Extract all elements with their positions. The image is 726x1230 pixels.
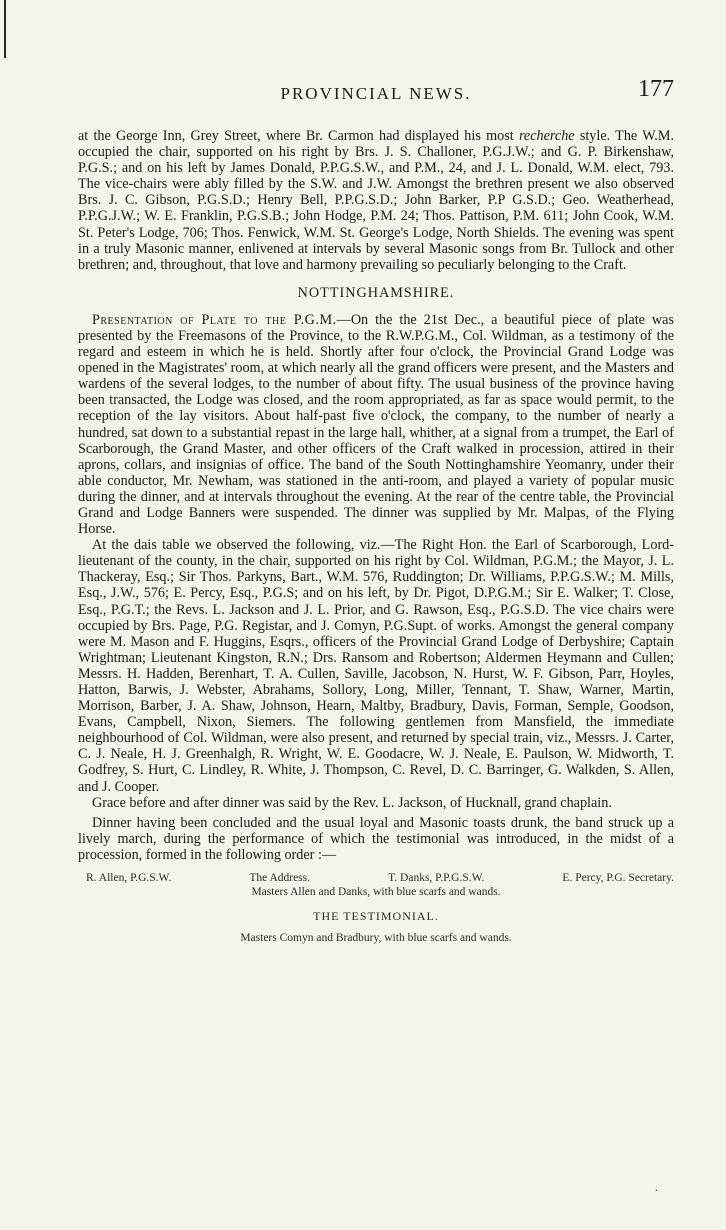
testimonial-heading: THE TESTIMONIAL. xyxy=(313,909,439,924)
procession-item: The Address. xyxy=(249,872,311,885)
dais-paragraph: At the dais table we observed the following, viz.—The Right Hon. the Earl of Scarborough, Lord-lieutenant of the county, in the chair, supported on his right by Col. Wildman, P.G.M.; the Mayor, J. L. Thackeray, Esq.; Sir Thos. Parkyns, Bart., W.M. 576, Ruddington; Dr. Williams, P.P.G.S.W.; M. Mills, Esq., J.W., 576; E. Percy, Esq., P.G.S; and on his left, by Dr. Pigot, D.P.G.M.; Sir E. Walker; T. Close, Esq., P.G.T.; the Revs. L. Jackson and J. L. Prior, and G. Rawson, Esq., P.G.S.D. The vice chairs were occupied by Brs. Page, P.G. Registar, and J. Comyn, P.G.Supt. of works. Amongst the general company were M. Mason and F. Huggins, Esqrs., officers of the Provincial Grand Lodge of Derbyshire; Captain Wrightman; Lieutenant Kingston, R.N.; Drs. Ransom and Robertson; Aldermen Heymann and Cullen; Messrs. H. Hadden, Berenhart, T. A. Cullen, Saville, Jacobson, N. Hurst, W. F. Gibson, Parr, Hoyles, Hatton, Barwis, J. Webster, Abrahams, Sollory, Long, Miller, Tennant, T. Shaw, Warner, Martin, Morrison, Barber, J. A. Shaw, Johnson, Hearn, Maltby, Bradbury, Davis, Forman, Semple, Goodson, Evans, Campbell, Nixon, Siemers. The following gentlemen from Mansfield, the immediate neighbourhood of Col. Wildman, were also present, and returned by special train, viz., Messrs. J. Carter, C. J. Neale, H. J. Greenhalgh, R. Wright, W. E. Goodacre, W. J. Neale, E. Paulson, W. Midworth, T. Godfrey, S. Hurt, C. Lindley, R. White, J. Thompson, C. Revel, D. C. Barringer, G. Walkden, S. Allen, and J. Cooper. xyxy=(78,537,674,795)
running-title: PROVINCIAL NEWS. xyxy=(280,84,472,103)
continuation-paragraph xyxy=(78,128,674,273)
procession-row-2: Masters Allen and Danks, with blue scarfs and wands. xyxy=(251,886,501,899)
grace-paragraph: Grace before and after dinner was said by the Rev. L. Jackson, of Hucknall, grand chaplain. xyxy=(92,794,612,811)
procession-item: T. Danks, P.P.G.S.W. xyxy=(388,872,485,885)
continuation-text-b: style. The W.M. occupied the chair, supported on his right by Brs. J. S. Challoner, P.G.J.W.; and G. P. Birkenshaw, P.G.S.; and on his left by James Donald, P.P.G.S.W., and P.M., 24, and J. L. Donald, W.M. elect, 793. The vice-chairs were ably filled by the S.W. and J.W. Amongst the brethren present we also observed Brs. J. C. Gibson, P.G.S.D.; Henry Bell, P.P.G.S.D.; John Barker, P.P G.S.D.; Geo. Weatherhead, P.P.G.J.W.; W. E. Franklin, P.G.S.B.; John Hodge, P.M. 24; Thos. Pattison, P.M. 611; John Cook, W.M. St. Peter's Lodge, 706; Thos. Fenwick, W.M. St. George's Lodge, North Shields. The evening was spent in a truly Masonic manner, enlivened at intervals by several Masonic songs from Br. Tullock and other brethren; and, throughout, that love and harmony prevailing so peculiarly belonging to the Craft. xyxy=(78,128,675,273)
italic-term: recherche xyxy=(518,128,575,144)
paragraph-body: —On the the 21st Dec., a beautiful piece of plate was presented by the Freemasons of the Province, to the R.W.P.G.M., Col. Wildman, as a testimony of the regard and esteem in which he is held. Shortly after four o'clock, the Provincial Grand Lodge was opened in the Magistrates' room, at which nearly all the grand officers were present, and the Masters and wardens of the several lodges, to the number of about fifty. The usual business of the province having been transacted, the Lodge was closed, and the room appropriated, as far as space would permit, to the reception of the lay visitors. About half-past five o'clock, the company, to the number of nearly a hundred, sat down to a substantial repast in the large hall, whither, at a signal from a trumpet, the Earl of Scarborough, the Grand Master, and other officers of the Craft walked in procession, attired in their aprons, collars, and insignias of office. The band of the South Nottinghamshire Yeomanry, under their able conductor, Mr. Newham, was stationed in the anti-room, and played a variety of popular music during the dinner, and at intervals throughout the evening. At the rear of the centre table, the Provincial Grand and Lodge Banners were suspended. The dinner was supplied by Mr. Malpas, of the Flying Horse. xyxy=(78,311,674,538)
continuation-text-a: at the George Inn, Grey Street, where Br. Carmon had displayed his most xyxy=(78,128,519,144)
paragraph-lead: Presentation of Plate to the P.G.M. xyxy=(92,311,337,328)
running-head xyxy=(78,76,674,108)
page-number: 177 xyxy=(638,76,674,102)
footer-mark: . xyxy=(655,1180,658,1194)
procession-row-3: Masters Comyn and Bradbury, with blue scarfs and wands. xyxy=(240,932,512,945)
section-heading: NOTTINGHAMSHIRE. xyxy=(297,284,455,301)
binding-rule xyxy=(4,0,6,58)
procession-order xyxy=(78,871,674,945)
procession-item: R. Allen, P.G.S.W. xyxy=(86,872,172,885)
presentation-paragraph xyxy=(78,312,674,537)
procession-item: E. Percy, P.G. Secretary. xyxy=(562,872,674,885)
procession-row-1 xyxy=(78,871,674,885)
procession-intro-paragraph: Dinner having been concluded and the usual loyal and Masonic toasts drunk, the band struck up a lively march, during the performance of which the testimonial was introduced, in the midst of a procession, formed in the following order :— xyxy=(78,814,674,863)
